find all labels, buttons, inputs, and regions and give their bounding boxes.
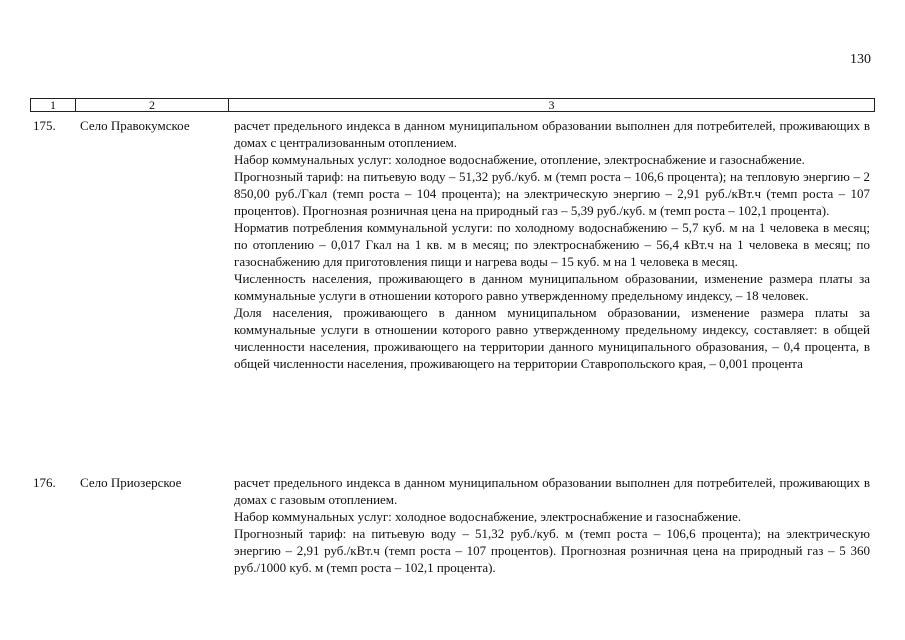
page-number: 130 [850, 52, 871, 67]
paragraph: Численность населения, проживающего в данном муниципальном образовании, изменение размера платы за коммунальные услуги в отношении которого равно утвержденному предельному индексу, – 18 человек. [234, 271, 870, 303]
settlement-name: Село Правокумское [80, 118, 190, 133]
row-number: 176. [33, 475, 56, 490]
paragraph: Набор коммунальных услуг: холодное водоснабжение, электроснабжение и газоснабжение. [234, 509, 742, 524]
paragraph: расчет предельного индекса в данном муниципальном образовании выполнен для потребителей, проживающих в домах с централизованным отоплением. [234, 118, 870, 150]
table-header [30, 98, 875, 112]
settlement-name: Село Приозерское [80, 475, 182, 490]
row-number: 175. [33, 118, 56, 133]
row-description [234, 474, 870, 576]
paragraph: Доля населения, проживающего в данном муниципальном образовании, изменение размера платы за коммунальные услуги в отношении которого равно утвержденному предельному индексу, составляет: в общей численности населения, проживающего на территории данного муниципального образования, – 0,4 процента, в общей численности населения, проживающего на территории Ставропольского края, – 0,001 процента [234, 305, 870, 371]
paragraph: Прогнозный тариф: на питьевую воду – 51,32 руб./куб. м (темп роста – 106,6 процента); на тепловую энергию – 2 850,00 руб./Гкал (темп роста – 104 процента); на электрическую энергию – 2,91 руб./кВт.ч (темп роста – 107 процентов). Прогнозная розничная цена на природный газ – 5,39 руб./куб. м (темп роста – 102,1 процента). [234, 169, 870, 218]
paragraph: Прогнозный тариф: на питьевую воду – 51,32 руб./куб. м (темп роста – 106,6 процента); на электрическую энергию – 2,91 руб./кВт.ч (темп роста – 107 процентов). Прогнозная розничная цена на природный газ – 5 360 руб./1000 куб. м (темп роста – 102,1 процента). [234, 526, 870, 575]
row-description [234, 117, 870, 372]
paragraph: расчет предельного индекса в данном муниципальном образовании выполнен для потребителей, проживающих в домах с газовым отоплением. [234, 475, 870, 507]
column-header-3: 3 [548, 98, 555, 112]
column-header-2: 2 [76, 99, 229, 111]
paragraph: Норматив потребления коммунальной услуги: по холодному водоснабжению – 5,7 куб. м на 1 человека в месяц; по отоплению – 0,017 Гкал на 1 кв. м в месяц; по электроснабжению – 56,4 кВт.ч на 1 человека в месяц; по газоснабжению для приготовления пищи и нагрева воды – 15 куб. м на 1 человека в месяц. [234, 220, 870, 269]
paragraph: Набор коммунальных услуг: холодное водоснабжение, отопление, электроснабжение и газоснабжение. [234, 152, 805, 167]
column-header-1: 1 [31, 99, 76, 111]
